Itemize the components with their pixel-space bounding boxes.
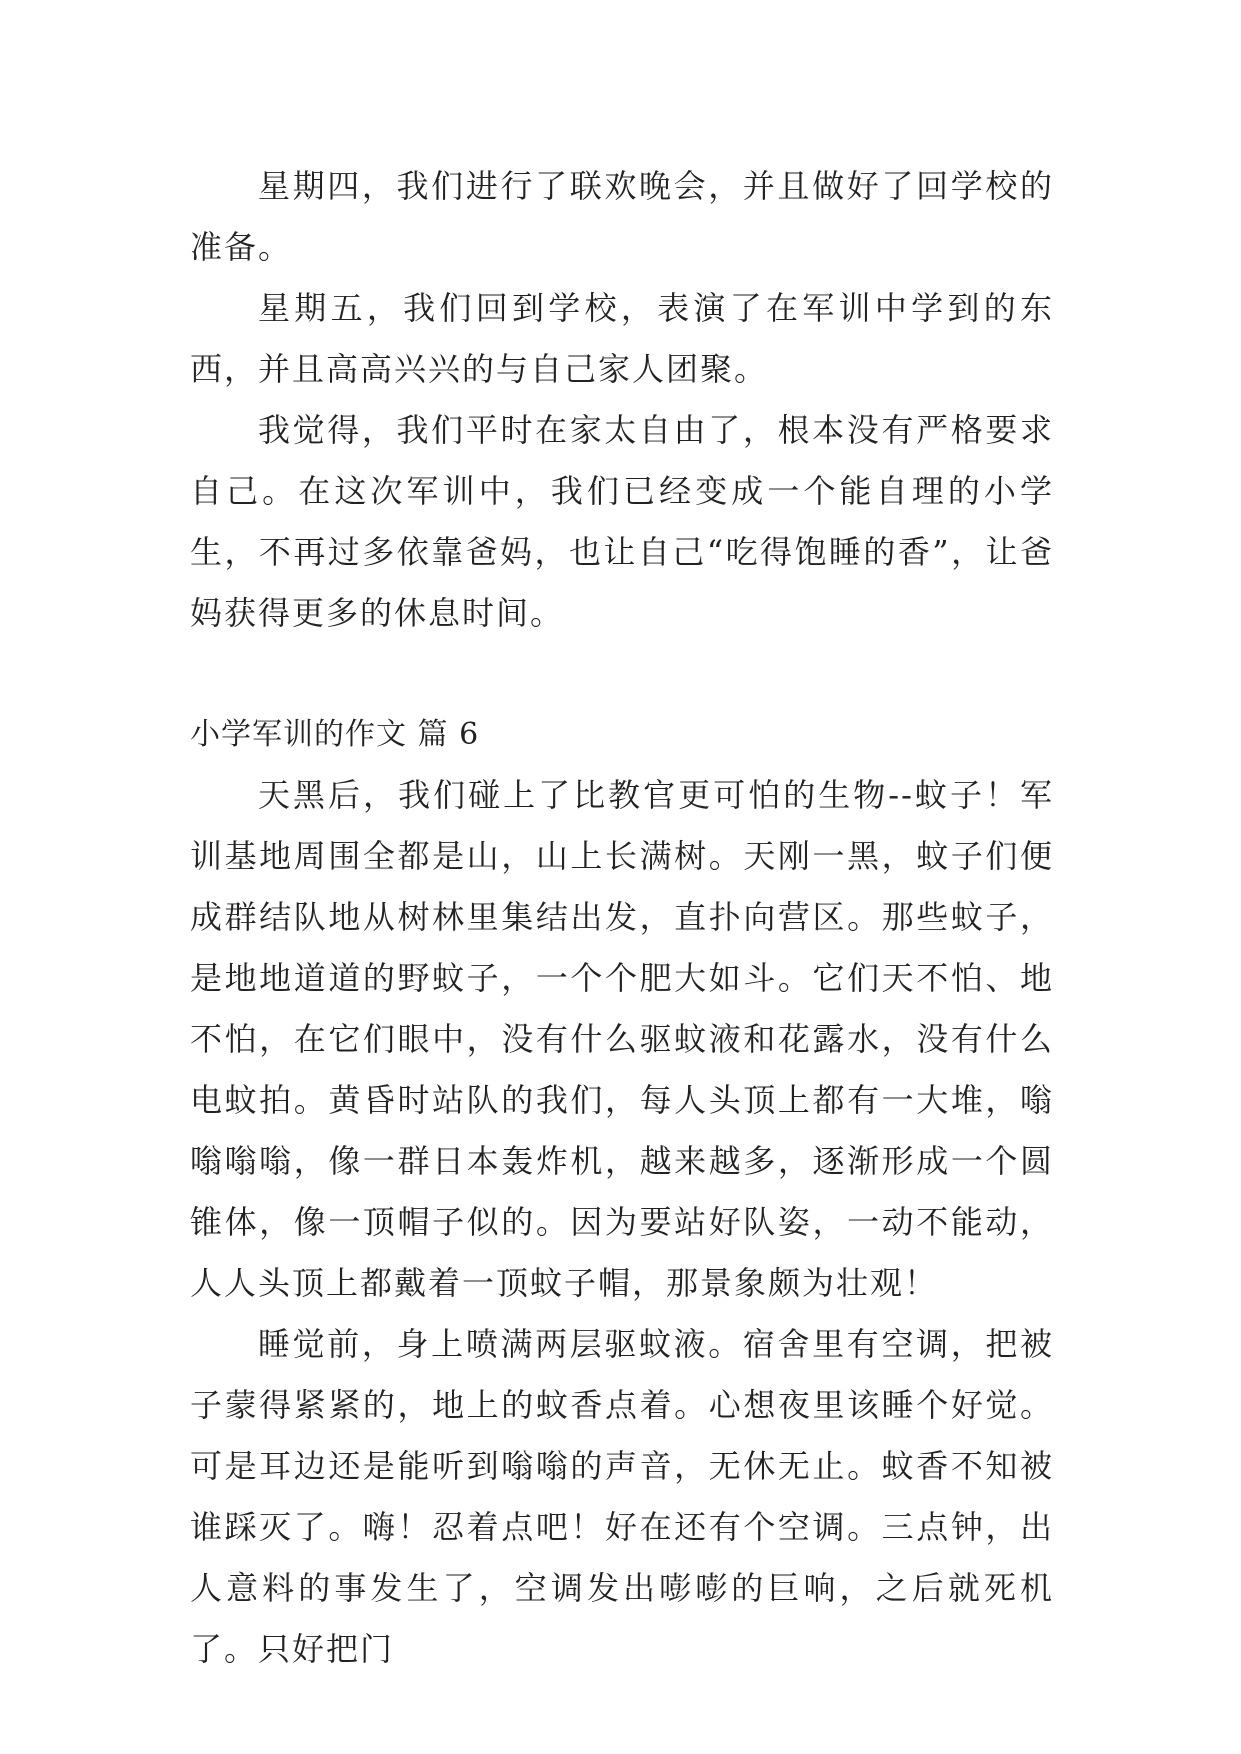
paragraph-bedtime: 睡觉前，身上喷满两层驱蚊液。宿舍里有空调，把被子蒙得紧紧的，地上的蚊香点着。心想夜里该睡个好觉。可是耳边还是能听到嗡嗡的声音，无休无止。蚊香不知被谁踩灭了。嗨！忍着点吧！好在还有个空调。三点钟，出人意料的事发生了，空调发出嘭嘭的巨响，之后就死机了。只好把门 — [190, 1325, 1054, 1668]
paragraph-friday: 星期五，我们回到学校，表演了在军训中学到的东西，并且高高兴兴的与自己家人团聚。 — [190, 289, 1054, 388]
paragraph-reflection: 我觉得，我们平时在家太自由了，根本没有严格要求自己。在这次军训中，我们已经变成一个能自理的小学生，不再过多依靠爸妈，也让自己“吃得饱睡的香”，让爸妈获得更多的休息时间。 — [190, 411, 1054, 632]
document-body — [190, 156, 1054, 1680]
paragraph-thursday: 星期四，我们进行了联欢晚会，并且做好了回学校的准备。 — [190, 167, 1054, 266]
paragraph-mosquitoes: 天黑后，我们碰上了比教官更可怕的生物--蚊子！军训基地周围全都是山，山上长满树。天刚一黑，蚊子们便成群结队地从树林里集结出发，直扑向营区。那些蚊子，是地地道道的野蚊子，一个个肥大如斗。它们天不怕、地不怕，在它们眼中，没有什么驱蚊液和花露水，没有什么电蚊拍。黄昏时站队的我们，每人头顶上都有一大堆，嗡嗡嗡嗡，像一群日本轰炸机，越来越多，逐渐形成一个圆锥体，像一顶帽子似的。因为要站好队姿，一动不能动，人人头顶上都戴着一顶蚊子帽，那景象颇为壮观！ — [190, 776, 1054, 1302]
section-spacer — [190, 644, 1054, 704]
section-title: 小学军训的作文 篇 6 — [190, 717, 480, 752]
